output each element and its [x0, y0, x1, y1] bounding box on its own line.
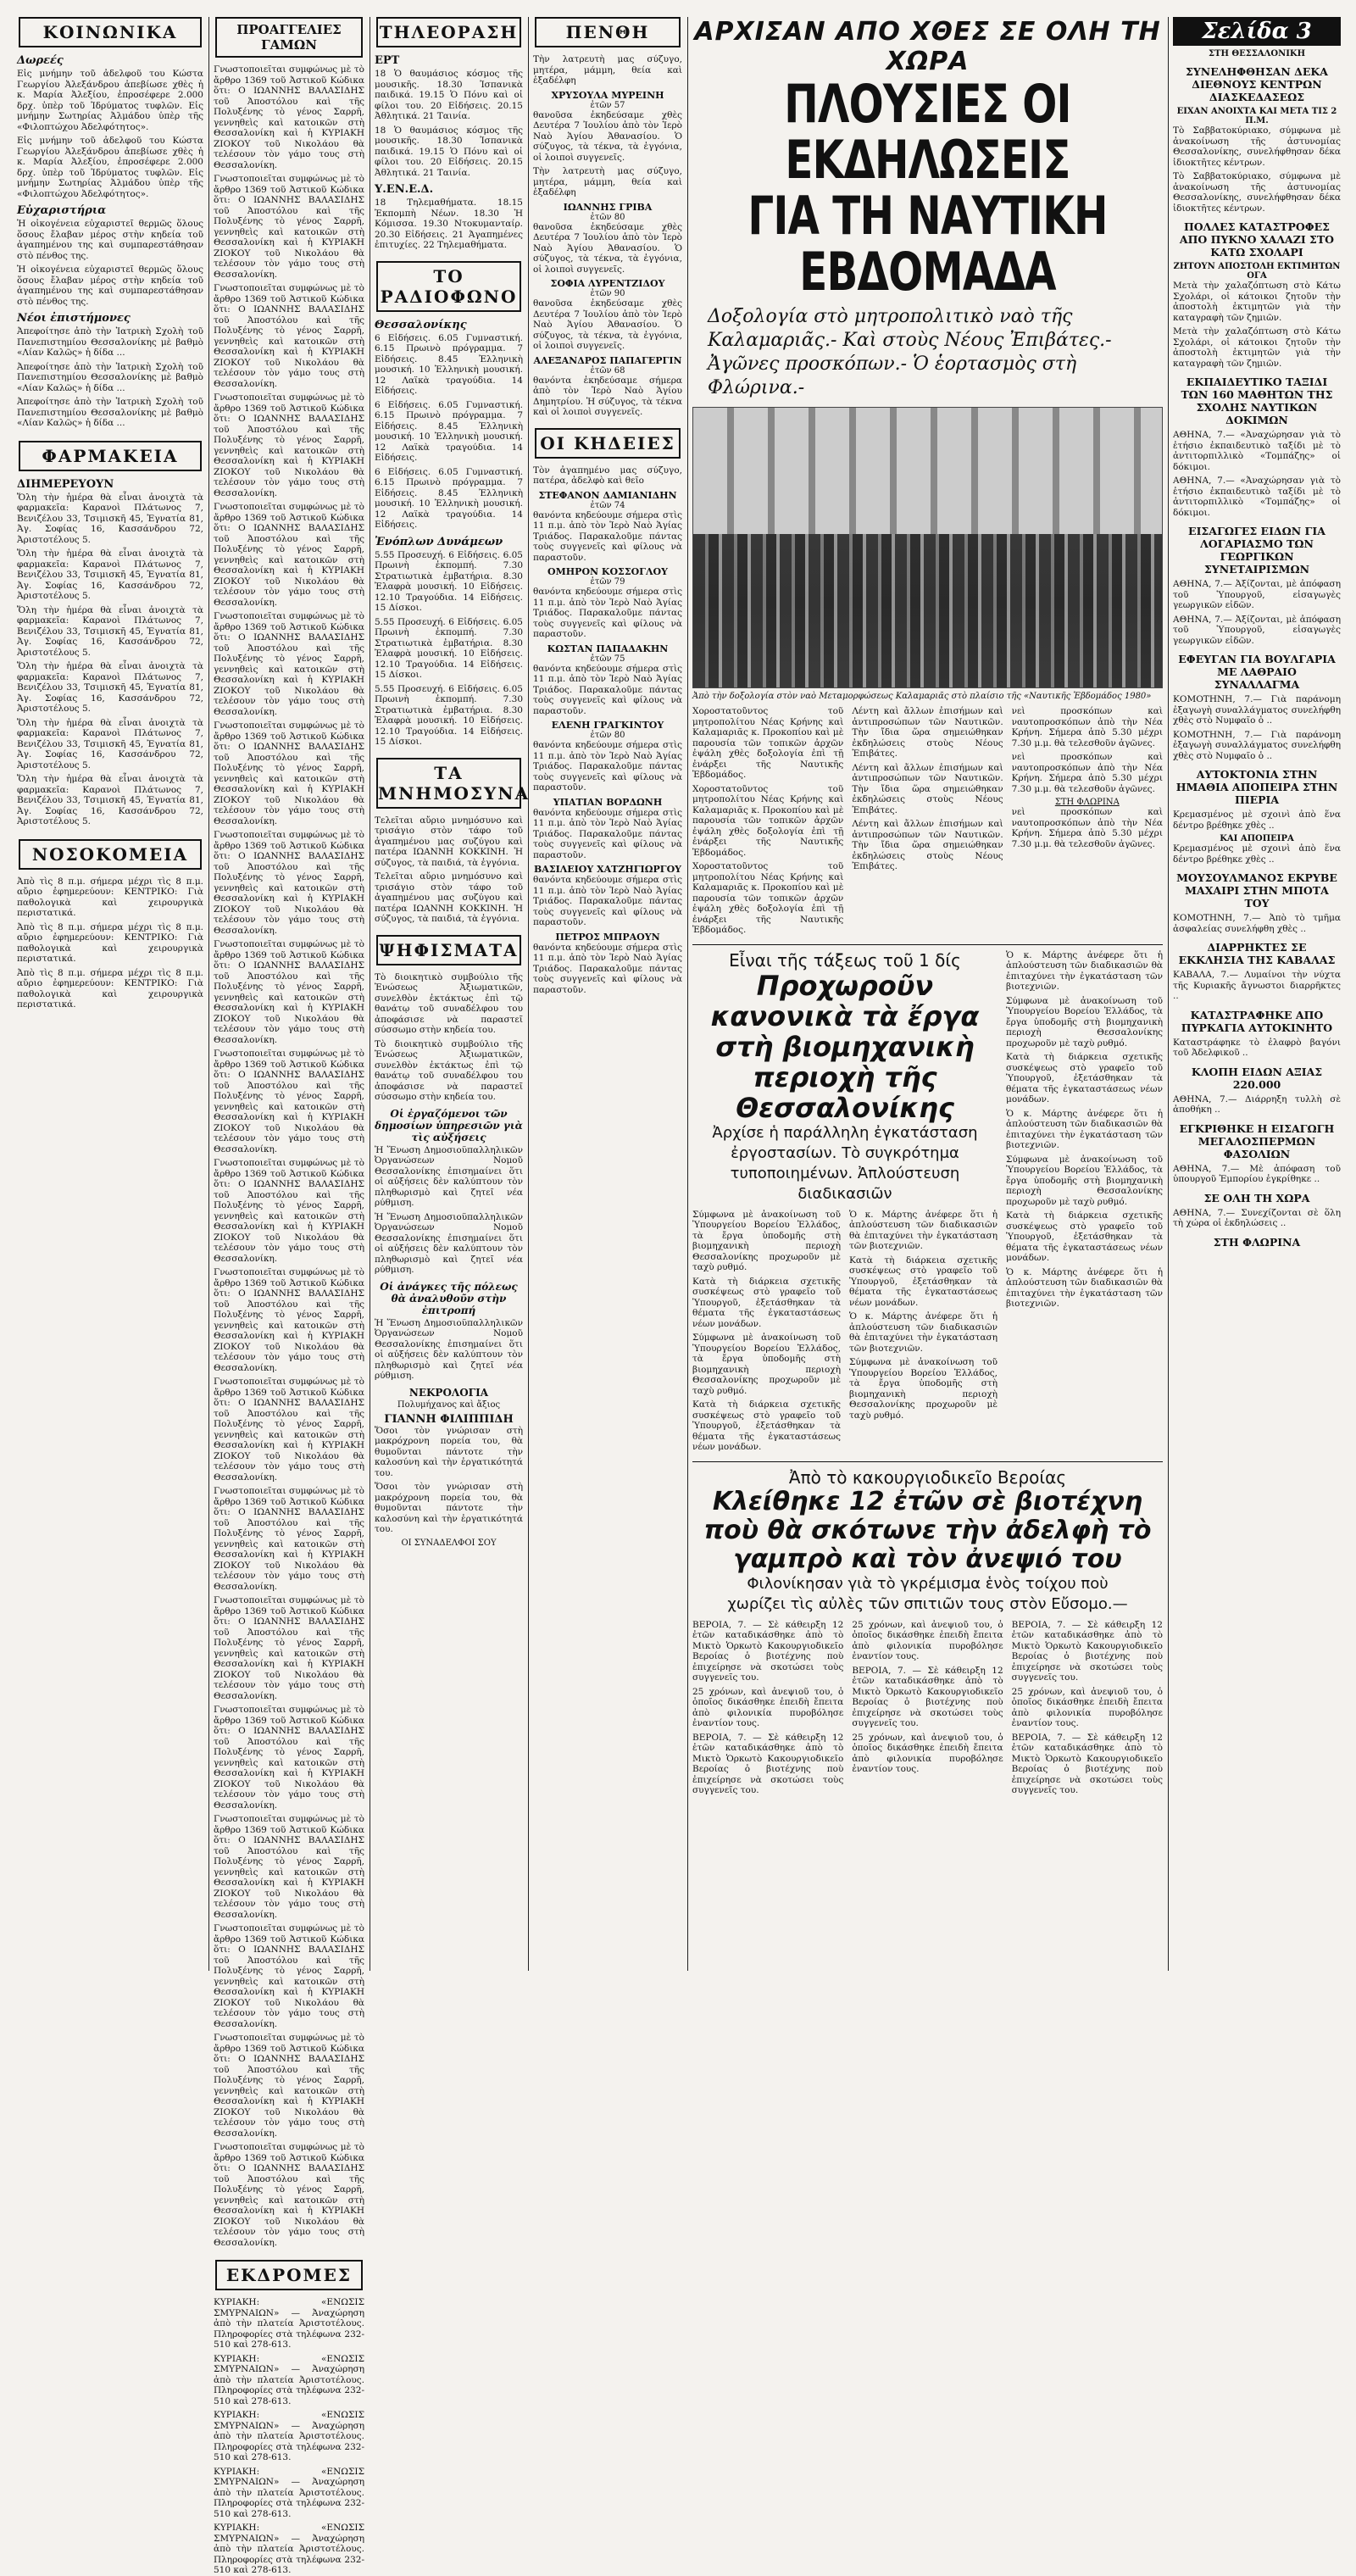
- industry-text: Κατὰ τὴ διάρκεια σχετικῆς συσκέψεως στὸ γραφεῖο τοῦ Ὑπουργοῦ, ἐξετάσθηκαν τὰ θέματα τῆς ἐγκαταστάσεως νέων μονάδων.: [849, 1255, 998, 1308]
- necrology-signature: ΟΙ ΣΥΝΑΔΕΛΦΟΙ ΣΟΥ: [401, 1538, 497, 1548]
- veria-text: ΒΕΡΟΙΑ, 7. — Σὲ κάθειρξη 12 ἐτῶν καταδικάσθηκε ἀπὸ τὸ Μικτὸ Ὁρκωτὸ Κακουργιοδικεῖο Βεροίας ὁ βιοτέχνης ποὺ ἐπιχείρησε νὰ σκοτώσει τοὺς συγγενεῖς του.: [692, 1619, 844, 1683]
- news-text: ΑΘΗΝΑ, 7.— «Ἀναχώρησαν γιὰ τὸ ἐτήσιο ἐκπαιδευτικὸ ταξίδι μὲ τὸ ἀντιτορπιλλικὸ «Τομπάζης» οἱ δόκιμοι.: [1173, 476, 1341, 518]
- news-text: ΑΘΗΝΑ, 7.— «Ἀναχώρησαν γιὰ τὸ ἐτήσιο ἐκπαιδευτικὸ ταξίδι μὲ τὸ ἀντιτορπιλλικὸ «Τομπάζης» οἱ δόκιμοι.: [1173, 430, 1341, 472]
- column-right-news: [1173, 17, 1341, 1971]
- lead-body-columns: [692, 706, 1163, 939]
- deceased-name: ΠΕΤΡΟΣ ΜΠΡΑΟΥΝ: [555, 931, 660, 943]
- text-weddings-13: Γνωστοποιεῖται συμφώνως μὲ τὸ ἄρθρο 1369 τοῦ Ἀστικοῦ Κώδικα ὅτι: Ο ΙΩΑΝΝΗΣ ΒΑΛΑΣΙΔΗΣ τοῦ Ἀποστόλου καὶ τῆς Πολυξένης τὸ γένος Σαρρῆ, γεννηθεὶς καὶ κατοικῶν στὴ Θεσσαλονίκη καὶ ἡ ΚΥΡΙΑΚΗ ΖΙΟΚΟΥ τοῦ Νικολάου θὰ τελέσουν τὸν γάμο τους στὴ Θεσσαλονίκη.: [214, 1377, 364, 1483]
- column-social: [17, 17, 203, 1971]
- text-weddings-8: Γνωστοποιεῖται συμφώνως μὲ τὸ ἄρθρο 1369 τοῦ Ἀστικοῦ Κώδικα ὅτι: Ο ΙΩΑΝΝΗΣ ΒΑΛΑΣΙΔΗΣ τοῦ Ἀποστόλου καὶ τῆς Πολυξένης τὸ γένος Σαρρῆ, γεννηθεὶς καὶ κατοικῶν στὴ Θεσσαλονίκη καὶ ἡ ΚΥΡΙΑΚΗ ΖΙΟΚΟΥ τοῦ Νικολάου θὰ τελέσουν τὸν γάμο τους στὴ Θεσσαλονίκη.: [214, 830, 364, 936]
- deceased-age: ἐτῶν 68: [590, 365, 625, 376]
- veria-story: [692, 1467, 1163, 1800]
- text-mourning: θανόντα ἐκηδεύσαμε σήμερα ἀπὸ τὸν Ἱερὸ Ναὸ Ἁγίου Δημητρίου. Ἡ σύζυγος, τὰ τέκνα καὶ οἱ λοιποὶ συγγενεῖς.: [533, 375, 682, 417]
- lead-text: Λέντη καὶ ἄλλων ἐπισήμων καὶ ἀντιπροσώπων τῶν Ναυτικῶν. Τὴν ἴδια ὥρα σημειώθηκαν ἐκδηλώσεις στοὺς Νέους Ἐπιβάτες.: [852, 819, 1003, 871]
- text-pharmacies-2: Ὅλη τὴν ἡμέρα θὰ εἶναι ἀνοιχτὰ τὰ φαρμακεῖα: Καρανοὶ Πλάτωνος 7, Βενιζέλου 33, Τσιμισκῆ 45, Ἐγνατία 81, Ἀγ. Σοφίας 16, Κασσάνδρου 72, Ἀριστοτέλους 5.: [17, 548, 203, 601]
- veria-body-col2: [852, 1620, 1003, 1800]
- veria-text: ΒΕΡΟΙΑ, 7. — Σὲ κάθειρξη 12 ἐτῶν καταδικάσθηκε ἀπὸ τὸ Μικτὸ Ὁρκωτὸ Κακουργιοδικεῖο Βεροίας ὁ βιοτέχνης ποὺ ἐπιχείρησε νὰ σκοτώσει τοὺς συγγενεῖς του.: [1011, 1732, 1163, 1795]
- veria-body-col3: [1012, 1620, 1163, 1800]
- text-weddings-2: Γνωστοποιεῖται συμφώνως μὲ τὸ ἄρθρο 1369 τοῦ Ἀστικοῦ Κώδικα ὅτι: Ο ΙΩΑΝΝΗΣ ΒΑΛΑΣΙΔΗΣ τοῦ Ἀποστόλου καὶ τῆς Πολυξένης τὸ γένος Σαρρῆ, γεννηθεὶς καὶ κατοικῶν στὴ Θεσσαλονίκη καὶ ἡ ΚΥΡΙΑΚΗ ΖΙΟΚΟΥ τοῦ Νικολάου θὰ τελέσουν τὸν γάμο τους στὴ Θεσσαλονίκη.: [214, 174, 364, 280]
- text-thanks: Ἡ οἰκογένεια εὐχαριστεῖ θερμῶς ὅλους ὅσους ἔλαβαν μέρος στὴν κηδεία τοῦ ἀγαπημένου της καὶ συμπαρεστάθησαν στὸ πένθος της.: [17, 219, 203, 261]
- section-title-tileorasi: ΤΗΛΕΟΡΑΣΗ: [376, 17, 521, 47]
- text-hospitals-2: Ἀπὸ τὶς 8 π.μ. σήμερα μέχρι τὶς 8 π.μ. αὔριο ἐφημερεύουν: ΚΕΝΤΡΙΚΟ: Γιὰ παθολογικὰ καὶ χειρουργικὰ περιστατικά.: [17, 921, 203, 964]
- text-memorials-2: Τελεῖται αὔριο μνημόσυνο καὶ τρισάγιο στὸν τάφο τοῦ ἀγαπημένου μας συζύγου καὶ πατέρα ΙΩΑΝΝΗ ΚΟΚΚΙΝΗ. Ἡ σύζυγος, τὰ παιδιά, τὰ ἐγγόνια.: [375, 871, 523, 924]
- veria-text: 25 χρόνων, καὶ ἀνεψιοῦ του, ὁ ὁποῖος δικάσθηκε ἐπειδὴ ἔπειτα ἀπὸ φιλονικία πυροβόλησε ἐναντίον τους.: [692, 1686, 844, 1728]
- news-text: Κρεμασμένος μὲ σχοινὶ ἀπὸ ἕνα δέντρο βρέθηκε χθὲς ..: [1173, 810, 1341, 831]
- industry-story: [692, 950, 1163, 1456]
- lead-text: Λέντη καὶ ἄλλων ἐπισήμων καὶ ἀντιπροσώπων τῶν Ναυτικῶν. Τὴν ἴδια ὥρα σημειώθηκαν ἐκδηλώσεις στοὺς Νέους Ἐπιβάτες.: [852, 706, 1003, 759]
- lead-text: Χοροστατοῦντος τοῦ μητροπολίτου Νέας Κρήνης καὶ Καλαμαριᾶς κ. Προκοπίου καὶ μὲ παρουσία τῶν τοπικῶν ἀρχῶν ἐψάλη χθὲς δοξολογία ἐπὶ τῇ ἐνάρξει τῆς Ναυτικῆς Ἑβδομάδος.: [692, 861, 844, 935]
- industry-text: Κατὰ τὴ διάρκεια σχετικῆς συσκέψεως στὸ γραφεῖο τοῦ Ὑπουργοῦ, ἐξετάσθηκαν τὰ θέματα τῆς ἐγκαταστάσεως νέων μονάδων.: [692, 1276, 841, 1329]
- subheading-public-workers: Οἱ ἐργαζόμενοι τῶν δημοσίων ὑπηρεσιῶν γιὰ τὶς αὐξήσεις: [375, 1107, 523, 1143]
- text-weddings-9: Γνωστοποιεῖται συμφώνως μὲ τὸ ἄρθρο 1369 τοῦ Ἀστικοῦ Κώδικα ὅτι: Ο ΙΩΑΝΝΗΣ ΒΑΛΑΣΙΔΗΣ τοῦ Ἀποστόλου καὶ τῆς Πολυξένης τὸ γένος Σαρρῆ, γεννηθεὶς καὶ κατοικῶν στὴ Θεσσαλονίκη καὶ ἡ ΚΥΡΙΑΚΗ ΖΙΟΚΟΥ τοῦ Νικολάου θὰ τελέσουν τὸν γάμο τους στὴ Θεσσαλονίκη.: [214, 939, 364, 1045]
- news-text: ΑΘΗΝΑ, 7.— Ἀξίζονται, μὲ ἀπόφαση τοῦ Ὑπουργοῦ, εἰσαγωγὲς γεωργικῶν εἰδῶν.: [1173, 579, 1341, 610]
- necrology-subtitle: Πολυμήχανος καὶ ἄξιος: [397, 1399, 501, 1410]
- industry-text: Ὁ κ. Μάρτης ἀνέφερε ὅτι ἡ ἀπλούστευση τῶν διαδικασιῶν θὰ ἐπιταχύνει τὴν ἐγκατάσταση τῶν βιοτεχνιῶν.: [1006, 1108, 1163, 1150]
- veria-text: ΒΕΡΟΙΑ, 7. — Σὲ κάθειρξη 12 ἐτῶν καταδικάσθηκε ἀπὸ τὸ Μικτὸ Ὁρκωτὸ Κακουργιοδικεῖο Βεροίας ὁ βιοτέχνης ποὺ ἐπιχείρησε νὰ σκοτώσει τοὺς συγγενεῖς του.: [1011, 1619, 1163, 1683]
- text-weddings-20: Γνωστοποιεῖται συμφώνως μὲ τὸ ἄρθρο 1369 τοῦ Ἀστικοῦ Κώδικα ὅτι: Ο ΙΩΑΝΝΗΣ ΒΑΛΑΣΙΔΗΣ τοῦ Ἀποστόλου καὶ τῆς Πολυξένης τὸ γένος Σαρρῆ, γεννηθεὶς καὶ κατοικῶν στὴ Θεσσαλονίκη καὶ ἡ ΚΥΡΙΑΚΗ ΖΙΟΚΟΥ τοῦ Νικολάου θὰ τελέσουν τὸν γάμο τους στὴ Θεσσαλονίκη.: [214, 2142, 364, 2248]
- industry-text: Σύμφωνα μὲ ἀνακοίνωση τοῦ Ὑπουργείου Βορείου Ἑλλάδος, τὰ ἔργα ὑποδομῆς στὴ βιομηχανικὴ περιοχὴ Θεσσαλονίκης προχωροῦν μὲ ταχὺ ρυθμό.: [692, 1209, 841, 1272]
- subheading-necrology: ΝΕΚΡΟΛΟΓΙΑ: [408, 1386, 489, 1399]
- news-headline: ΣΥΝΕΛΗΦΘΗΣΑΝ ΔΕΚΑ ΔΙΕΘΝΟΥΣ ΚΕΝΤΡΩΝ ΔΙΑΣΚΕΔΑΣΕΩΣ: [1186, 65, 1328, 103]
- text-ert-schedule-2: 18 Ὁ θαυμάσιος κόσμος τῆς μουσικῆς. 18.30 Ἰσπανικὰ παιδικά. 19.15 Ὁ Πόνυ καὶ οἱ φίλοι του. 20 Εἰδήσεις. 20.15 Ἀθλητικά. 21 Ταινία.: [375, 125, 523, 178]
- news-text: Καταστράφηκε τὸ ἐλαφρὸ βαγόνι τοῦ Ἀδελφικοῦ ..: [1173, 1037, 1341, 1058]
- text-pharmacies-6: Ὅλη τὴν ἡμέρα θὰ εἶναι ἀνοιχτὰ τὰ φαρμακεῖα: Καρανοὶ Πλάτωνος 7, Βενιζέλου 33, Τσιμισκῆ 45, Ἐγνατία 81, Ἀγ. Σοφίας 16, Κασσάνδρου 72, Ἀριστοτέλους 5.: [17, 774, 203, 826]
- lead-photo-caption: Ἀπὸ τὴν δοξολογία στὸν ναὸ Μεταμορφώσεως Καλαμαριᾶς στὸ πλαίσιο τῆς «Ναυτικῆς Ἑβδομάδος 1980»: [692, 692, 1152, 701]
- text-weddings-1: Γνωστοποιεῖται συμφώνως μὲ τὸ ἄρθρο 1369 τοῦ Ἀστικοῦ Κώδικα ὅτι: Ο ΙΩΑΝΝΗΣ ΒΑΛΑΣΙΔΗΣ τοῦ Ἀποστόλου καὶ τῆς Πολυξένης τὸ γένος Σαρρῆ, γεννηθεὶς καὶ κατοικῶν στὴ Θεσσαλονίκη καὶ ἡ ΚΥΡΙΑΚΗ ΖΙΟΚΟΥ τοῦ Νικολάου θὰ τελέσουν τὸν γάμο τους στὴ Θεσσαλονίκη.: [214, 64, 364, 170]
- industry-text: Σύμφωνα μὲ ἀνακοίνωση τοῦ Ὑπουργείου Βορείου Ἑλλάδος, τὰ ἔργα ὑποδομῆς στὴ βιομηχανικὴ περιοχὴ Θεσσαλονίκης προχωροῦν μὲ ταχὺ ρυθμό.: [692, 1333, 841, 1396]
- lead-body-col2: [852, 706, 1003, 939]
- industry-side: [1006, 950, 1163, 1456]
- news-text: Κρεμασμένος μὲ σχοινὶ ἀπὸ ἕνα δέντρο βρέθηκε χθὲς ..: [1173, 843, 1341, 865]
- news-subheadline: ΖΗΤΟΥΝ ΑΠΟΣΤΟΛΗ ΕΚΤΙΜΗΤΩΝ ΟΓΑ: [1173, 262, 1341, 281]
- news-headline: ΕΚΠΑΙΔΕΥΤΙΚΟ ΤΑΞΙΔΙ ΤΩΝ 160 ΜΑΘΗΤΩΝ ΤΗΣ ΣΧΟΛΗΣ ΝΑΥΤΙΚΩΝ ΔΟΚΙΜΩΝ: [1181, 376, 1333, 426]
- lead-body-col1: [692, 706, 843, 939]
- subheading-pharmacies-day: ΔΙΗΜΕΡΕΥΟΥΝ: [17, 477, 114, 491]
- text-weddings-15: Γνωστοποιεῖται συμφώνως μὲ τὸ ἄρθρο 1369 τοῦ Ἀστικοῦ Κώδικα ὅτι: Ο ΙΩΑΝΝΗΣ ΒΑΛΑΣΙΔΗΣ τοῦ Ἀποστόλου καὶ τῆς Πολυξένης τὸ γένος Σαρρῆ, γεννηθεὶς καὶ κατοικῶν στὴ Θεσσαλονίκη καὶ ἡ ΚΥΡΙΑΚΗ ΖΙΟΚΟΥ τοῦ Νικολάου θὰ τελέσουν τὸν γάμο τους στὴ Θεσσαλονίκη.: [214, 1595, 364, 1701]
- text-funeral: θανόντα κηδεύουμε σήμερα στὶς 11 π.μ. ἀπὸ τὸν Ἱερὸ Ναὸ Ἁγίας Τριάδος. Παρακαλοῦμε πάντας τοὺς συγγενεῖς καὶ φίλους νὰ παραστοῦν.: [533, 663, 682, 716]
- veria-deck: Φιλονίκησαν γιὰ τὸ γκρέμισμα ἑνὸς τοίχου ποὺ χωρίζει τὶς αὐλὲς τῶν σπιτιῶν τους στὸν Εὔσομο.—: [727, 1574, 1128, 1613]
- veria-body-col1: [692, 1620, 843, 1800]
- section-title-ekdromes: ΕΚΔΡΟΜΕΣ: [215, 2260, 363, 2290]
- text-weddings-5: Γνωστοποιεῖται συμφώνως μὲ τὸ ἄρθρο 1369 τοῦ Ἀστικοῦ Κώδικα ὅτι: Ο ΙΩΑΝΝΗΣ ΒΑΛΑΣΙΔΗΣ τοῦ Ἀποστόλου καὶ τῆς Πολυξένης τὸ γένος Σαρρῆ, γεννηθεὶς καὶ κατοικῶν στὴ Θεσσαλονίκη καὶ ἡ ΚΥΡΙΑΚΗ ΖΙΟΚΟΥ τοῦ Νικολάου θὰ τελέσουν τὸν γάμο τους στὴ Θεσσαλονίκη.: [214, 502, 364, 608]
- deceased-name: ΧΡΥΣΟΥΛΑ ΜΥΡΕΙΝΗ: [551, 89, 664, 101]
- text-weddings-19: Γνωστοποιεῖται συμφώνως μὲ τὸ ἄρθρο 1369 τοῦ Ἀστικοῦ Κώδικα ὅτι: Ο ΙΩΑΝΝΗΣ ΒΑΛΑΣΙΔΗΣ τοῦ Ἀποστόλου καὶ τῆς Πολυξένης τὸ γένος Σαρρῆ, γεννηθεὶς καὶ κατοικῶν στὴ Θεσσαλονίκη καὶ ἡ ΚΥΡΙΑΚΗ ΖΙΟΚΟΥ τοῦ Νικολάου θὰ τελέσουν τὸν γάμο τους στὴ Θεσσαλονίκη.: [214, 2033, 364, 2139]
- industry-body-col1: [692, 1210, 841, 1456]
- lead-text: Χοροστατοῦντος τοῦ μητροπολίτου Νέας Κρήνης καὶ Καλαμαριᾶς κ. Προκοπίου καὶ μὲ παρουσία τῶν τοπικῶν ἀρχῶν ἐψάλη χθὲς δοξολογία ἐπὶ τῇ ἐνάρξει τῆς Ναυτικῆς Ἑβδομάδος.: [692, 783, 844, 858]
- text-mourning: θανοῦσα ἐκηδεύσαμε χθὲς Δευτέρα 7 Ἰουλίου ἀπὸ τὸν Ἱερὸ Ναὸ Ἁγίου Ἀθανασίου. Ὁ σύζυγος, τὰ τέκνα, τὰ ἐγγόνια, οἱ λοιποὶ συγγενεῖς.: [533, 109, 682, 163]
- deceased-name: ΣΟΦΙΑ ΛΥΡΕΝΤΖΙΔΟΥ: [550, 278, 665, 289]
- industry-text: Ὁ κ. Μάρτης ἀνέφερε ὅτι ἡ ἀπλούστευση τῶν διαδικασιῶν θὰ ἐπιταχύνει τὴν ἐγκατάσταση τῶν βιοτεχνιῶν.: [849, 1209, 998, 1251]
- veria-body: [692, 1620, 1163, 1800]
- text-pharmacies-5: Ὅλη τὴν ἡμέρα θὰ εἶναι ἀνοιχτὰ τὰ φαρμακεῖα: Καρανοὶ Πλάτωνος 7, Βενιζέλου 33, Τσιμισκῆ 45, Ἐγνατία 81, Ἀγ. Σοφίας 16, Κασσάνδρου 72, Ἀριστοτέλους 5.: [17, 717, 203, 771]
- industry-body-col2: [849, 1210, 998, 1456]
- news-text: ΚΟΜΟΤΗΝΗ, 7.— Γιὰ παράνομη ἐξαγωγὴ συναλλάγματος συνελήφθη χθὲς στὸ Νυμφαῖο ὁ ..: [1173, 694, 1341, 726]
- text-radio-armed-forces-2: 5.55 Προσευχή. 6 Εἰδήσεις. 6.05 Πρωινὴ ἐκπομπή. 7.30 Στρατιωτικὰ ἐμβατήρια. 8.30 Ἐλαφρὰ μουσική. 10 Εἰδήσεις. 12.10 Τραγούδια. 14 Εἰδήσεις. 15 Δίσκοι.: [375, 616, 523, 680]
- deceased-age: ἐτῶν 90: [590, 289, 625, 298]
- text-weddings-18: Γνωστοποιεῖται συμφώνως μὲ τὸ ἄρθρο 1369 τοῦ Ἀστικοῦ Κώδικα ὅτι: Ο ΙΩΑΝΝΗΣ ΒΑΛΑΣΙΔΗΣ τοῦ Ἀποστόλου καὶ τῆς Πολυξένης τὸ γένος Σαρρῆ, γεννηθεὶς καὶ κατοικῶν στὴ Θεσσαλονίκη καὶ ἡ ΚΥΡΙΑΚΗ ΖΙΟΚΟΥ τοῦ Νικολάου θὰ τελέσουν τὸν γάμο τους στὴ Θεσσαλονίκη.: [214, 1923, 364, 2029]
- veria-text: ΒΕΡΟΙΑ, 7. — Σὲ κάθειρξη 12 ἐτῶν καταδικάσθηκε ἀπὸ τὸ Μικτὸ Ὁρκωτὸ Κακουργιοδικεῖο Βεροίας ὁ βιοτέχνης ποὺ ἐπιχείρησε νὰ σκοτώσει τοὺς συγγενεῖς του.: [852, 1665, 1003, 1728]
- veria-text: ΒΕΡΟΙΑ, 7. — Σὲ κάθειρξη 12 ἐτῶν καταδικάσθηκε ἀπὸ τὸ Μικτὸ Ὁρκωτὸ Κακουργιοδικεῖο Βεροίας ὁ βιοτέχνης ποὺ ἐπιχείρησε νὰ σκοτώσει τοὺς συγγενεῖς του.: [692, 1732, 844, 1795]
- news-text: Τὸ Σαββατοκύριακο, σύμφωνα μὲ ἀνακοίνωση τῆς ἀστυνομίας Θεσσαλονίκης, συνελήφθησαν δέκα ἰδιοκτῆτες κέντρων.: [1173, 171, 1341, 214]
- text-weddings-14: Γνωστοποιεῖται συμφώνως μὲ τὸ ἄρθρο 1369 τοῦ Ἀστικοῦ Κώδικα ὅτι: Ο ΙΩΑΝΝΗΣ ΒΑΛΑΣΙΔΗΣ τοῦ Ἀποστόλου καὶ τῆς Πολυξένης τὸ γένος Σαρρῆ, γεννηθεὶς καὶ κατοικῶν στὴ Θεσσαλονίκη καὶ ἡ ΚΥΡΙΑΚΗ ΖΙΟΚΟΥ τοῦ Νικολάου θὰ τελέσουν τὸν γάμο τους στὴ Θεσσαλονίκη.: [214, 1486, 364, 1592]
- lead-body-col3: [1012, 706, 1163, 939]
- text-funeral: θανόντα κηδεύουμε σήμερα στὶς 11 π.μ. ἀπὸ τὸν Ἱερὸ Ναὸ Ἁγίας Τριάδος. Παρακαλοῦμε πάντας τοὺς συγγενεῖς καὶ φίλους νὰ παραστοῦν.: [533, 587, 682, 639]
- text-excursions-5: ΚΥΡΙΑΚΗ: «ΕΝΩΣΙΣ ΣΜΥΡΝΑΙΩΝ» — Ἀναχώρηση ἀπὸ τὴν πλατεία Ἀριστοτέλους. Πληροφορίες στὰ τηλέφωνα 232-510 καὶ 278-613.: [214, 2523, 364, 2575]
- deceased-name: ΣΤΕΦΑΝΟΝ ΔΑΜΙΑΝΙΔΗΝ: [538, 489, 677, 501]
- text-weddings-12: Γνωστοποιεῖται συμφώνως μὲ τὸ ἄρθρο 1369 τοῦ Ἀστικοῦ Κώδικα ὅτι: Ο ΙΩΑΝΝΗΣ ΒΑΛΑΣΙΔΗΣ τοῦ Ἀποστόλου καὶ τῆς Πολυξένης τὸ γένος Σαρρῆ, γεννηθεὶς καὶ κατοικῶν στὴ Θεσσαλονίκη καὶ ἡ ΚΥΡΙΑΚΗ ΖΙΟΚΟΥ τοῦ Νικολάου θὰ τελέσουν τὸν γάμο τους στὴ Θεσσαλονίκη.: [214, 1267, 364, 1373]
- lead-deck: Δοξολογία στὸ μητροπολιτικὸ ναὸ τῆς Καλαμαριᾶς.- Καὶ στοὺς Νέους Ἐπιβάτες.- Ἀγῶνες προσκόπων.- Ὁ ἑορτασμὸς στὴ Φλώρινα.-: [708, 306, 1112, 398]
- lead-text: νεὶ προσκόπων καὶ ναυτοπροσκόπων ἀπὸ τὴν Νέα Κρήνη. Σήμερα ἀπὸ 5.30 μέχρι 7.30 μ.μ. θὰ τελεσθοῦν ἀγῶνες.: [1011, 706, 1163, 748]
- news-headline: ΣΤΗ ΦΛΩΡΙΝΑ: [1213, 1235, 1301, 1249]
- text-pharmacies-3: Ὅλη τὴν ἡμέρα θὰ εἶναι ἀνοιχτὰ τὰ φαρμακεῖα: Καρανοὶ Πλάτωνος 7, Βενιζέλου 33, Τσιμισκῆ 45, Ἐγνατία 81, Ἀγ. Σοφίας 16, Κασσάνδρου 72, Ἀριστοτέλους 5.: [17, 604, 203, 658]
- lead-headline-line1: ΠΛΟΥΣΙΕΣ ΟΙ ΕΚΔΗΛΩΣΕΙΣ: [784, 73, 1071, 191]
- deceased-name: ΥΠΑΤΙΑΝ ΒΟΡΔΩΝΗ: [553, 796, 663, 808]
- text-funeral: θανόντα κηδεύουμε σήμερα στὶς 11 π.μ. ἀπὸ τὸν Ἱερὸ Ναὸ Ἁγίας Τριάδος. Παρακαλοῦμε πάντας τοὺς συγγενεῖς καὶ φίλους νὰ παραστοῦν.: [533, 509, 682, 563]
- section-title-weddings: ΠΡΟΑΓΓΕΛΙΕΣ ΓΑΜΩΝ: [215, 17, 363, 58]
- industry-text: Ὁ κ. Μάρτης ἀνέφερε ὅτι ἡ ἀπλούστευση τῶν διαδικασιῶν θὰ ἐπιταχύνει τὴν ἐγκατάσταση τῶν βιοτεχνιῶν.: [849, 1311, 998, 1354]
- text-graduates-2: Ἀπεφοίτησε ἀπὸ τὴν Ἰατρικὴ Σχολὴ τοῦ Πανεπιστημίου Θεσσαλονίκης μὲ βαθμὸ «Λίαν Καλῶς» ἡ δίδα ...: [17, 361, 203, 393]
- news-text: ΑΘΗΝΑ, 7.— Μὲ ἀπόφαση τοῦ ὑπουργοῦ Ἐμπορίου ἐγκρίθηκε ..: [1173, 1163, 1341, 1184]
- photo-crowd: [693, 534, 1162, 688]
- news-headline: ΠΟΛΛΕΣ ΚΑΤΑΣΤΡΟΦΕΣ ΑΠΟ ΠΥΚΝΟ ΧΑΛΑΖΙ ΣΤΟ ΚΑΤΩ ΣΧΟΛΑΡΙ: [1179, 220, 1335, 259]
- text-excursions-4: ΚΥΡΙΑΚΗ: «ΕΝΩΣΙΣ ΣΜΥΡΝΑΙΩΝ» — Ἀναχώρηση ἀπὸ τὴν πλατεία Ἀριστοτέλους. Πληροφορίες στὰ τηλέφωνα 232-510 καὶ 278-613.: [214, 2466, 364, 2519]
- text-radio-thessaloniki-3: 6 Εἰδήσεις. 6.05 Γυμναστική. 6.15 Πρωινὸ πρόγραμμα. 7 Εἰδήσεις. 8.45 Ἐλληνικὴ μουσική. 10 Ἐλληνικὴ μουσική. 12 Λαϊκὰ τραγούδια. 14 Εἰδήσεις.: [375, 466, 523, 530]
- text-weddings-10: Γνωστοποιεῖται συμφώνως μὲ τὸ ἄρθρο 1369 τοῦ Ἀστικοῦ Κώδικα ὅτι: Ο ΙΩΑΝΝΗΣ ΒΑΛΑΣΙΔΗΣ τοῦ Ἀποστόλου καὶ τῆς Πολυξένης τὸ γένος Σαρρῆ, γεννηθεὶς καὶ κατοικῶν στὴ Θεσσαλονίκη καὶ ἡ ΚΥΡΙΑΚΗ ΖΙΟΚΟΥ τοῦ Νικολάου θὰ τελέσουν τὸν γάμο τους στὴ Θεσσαλονίκη.: [214, 1049, 364, 1154]
- news-headline: ΚΑΤΑΣΤΡΑΦΗΚΕ ΑΠΟ ΠΥΡΚΑΓΙΑ ΑΥΤΟΚΙΝΗΤΟ: [1181, 1008, 1333, 1034]
- text-mourning: θανοῦσα ἐκηδεύσαμε χθὲς Δευτέρα 7 Ἰουλίου ἀπὸ τὸν Ἱερὸ Ναὸ Ἁγίου Ἀθανασίου. Ὁ σύζυγος, τὰ τέκνα, τὰ ἐγγόνια, οἱ λοιποὶ συγγενεῖς.: [533, 221, 682, 275]
- story-separator: [692, 1461, 1163, 1462]
- lead-headline-line2: ΓΙΑ ΤΗ ΝΑΥΤΙΚΗ ΕΒΔΟΜΑΔΑ: [747, 185, 1108, 303]
- news-headline: ΕΦΕΥΓΑΝ ΓΙΑ ΒΟΥΛΓΑΡΙΑ ΜΕ ΛΑΘΡΑΙΟ ΣΥΝΑΛΛΑΓΜΑ: [1178, 653, 1336, 691]
- text-weddings-16: Γνωστοποιεῖται συμφώνως μὲ τὸ ἄρθρο 1369 τοῦ Ἀστικοῦ Κώδικα ὅτι: Ο ΙΩΑΝΝΗΣ ΒΑΛΑΣΙΔΗΣ τοῦ Ἀποστόλου καὶ τῆς Πολυξένης τὸ γένος Σαρρῆ, γεννηθεὶς καὶ κατοικῶν στὴ Θεσσαλονίκη καὶ ἡ ΚΥΡΙΑΚΗ ΖΙΟΚΟΥ τοῦ Νικολάου θὰ τελέσουν τὸν γάμο τους στὴ Θεσσαλονίκη.: [214, 1705, 364, 1811]
- text-weddings-7: Γνωστοποιεῖται συμφώνως μὲ τὸ ἄρθρο 1369 τοῦ Ἀστικοῦ Κώδικα ὅτι: Ο ΙΩΑΝΝΗΣ ΒΑΛΑΣΙΔΗΣ τοῦ Ἀποστόλου καὶ τῆς Πολυξένης τὸ γένος Σαρρῆ, γεννηθεὶς καὶ κατοικῶν στὴ Θεσσαλονίκη καὶ ἡ ΚΥΡΙΑΚΗ ΖΙΟΚΟΥ τοῦ Νικολάου θὰ τελέσουν τὸν γάμο τους στὴ Θεσσαλονίκη.: [214, 721, 364, 826]
- text-thanks-2: Ἡ οἰκογένεια εὐχαριστεῖ θερμῶς ὅλους ὅσους ἔλαβαν μέρος στὴν κηδεία τοῦ ἀγαπημένου της καὶ συμπαρεστάθησαν στὸ πένθος της.: [17, 264, 203, 307]
- news-subheadline: ΕΙΧΑΝ ΑΝΟΙΧΤΑ ΚΑΙ ΜΕΤΑ ΤΙΣ 2 Π.Μ.: [1176, 107, 1337, 125]
- column-obituaries: [533, 17, 682, 1971]
- text-radio-armed-forces: 5.55 Προσευχή. 6 Εἰδήσεις. 6.05 Πρωινὴ ἐκπομπή. 7.30 Στρατιωτικὰ ἐμβατήρια. 8.30 Ἐλαφρὰ μουσική. 10 Εἰδήσεις. 12.10 Τραγούδια. 14 Εἰδήσεις. 15 Δίσκοι.: [375, 549, 523, 613]
- lead-text: Χοροστατοῦντος τοῦ μητροπολίτου Νέας Κρήνης καὶ Καλαμαριᾶς κ. Προκοπίου καὶ μὲ παρουσία τῶν τοπικῶν ἀρχῶν ἐψάλη χθὲς δοξολογία ἐπὶ τῇ ἐνάρξει τῆς Ναυτικῆς Ἑβδομάδος.: [692, 706, 844, 780]
- column-tv: [375, 17, 531, 1971]
- lead-story: [692, 17, 1163, 1971]
- subheading-florina: ΣΤΗ ΦΛΩΡΙΝΑ: [1054, 798, 1120, 807]
- industry-text: Κατὰ τὴ διάρκεια σχετικῆς συσκέψεως στὸ γραφεῖο τοῦ Ὑπουργοῦ, ἐξετάσθηκαν τὰ θέματα τῆς ἐγκαταστάσεως νέων μονάδων.: [692, 1399, 841, 1452]
- text-mourning-intro-2: Τὴν λατρευτὴ μας σύζυγο, μητέρα, μάμμη, θεία καὶ ἐξαδέλφη: [533, 166, 682, 198]
- veria-kicker: Ἀπὸ τὸ κακουργιοδικεῖο Βεροίας: [788, 1466, 1067, 1488]
- news-text: ΑΘΗΝΑ, 7.— Ἀξίζονται, μὲ ἀπόφαση τοῦ Ὑπουργοῦ, εἰσαγωγὲς γεωργικῶν εἰδῶν.: [1173, 614, 1341, 646]
- column-divider: [208, 17, 209, 1971]
- news-headline: ΣΕ ΟΛΗ ΤΗ ΧΩΡΑ: [1203, 1191, 1310, 1205]
- section-title-kideies: ΟΙ ΚΗΔΕΙΕΣ: [535, 428, 681, 459]
- text-donations-2: Εἰς μνήμην τοῦ ἀδελφοῦ του Κώστα Γεωργίου Ἀλεξάνδρου ἀπεβίωσε χθὲς ἡ κ. Μαρία Ἀλεξίου, ἐπροσέφερε 2.000 δρχ. ὑπὲρ τοῦ Ἰδρύματος τυφλῶν. Εἰς μνήμην Σωτηρίας Ἀλμάδου ὑπὲρ τῆς «Φιλοπτώχου Ἀδελφότητος».: [17, 136, 203, 199]
- industry-kicker: Εἶναι τῆς τάξεως τοῦ 1 δίς: [729, 949, 961, 971]
- news-headline: ΕΓΚΡΙΘΗΚΕ Η ΕΙΣΑΓΩΓΗ ΜΕΓΑΛΟΣΠΕΡΜΩΝ ΦΑΣΟΛΙΩΝ: [1179, 1121, 1335, 1160]
- column-divider: [528, 17, 529, 1971]
- text-funeral: θανόντα κηδεύουμε σήμερα στὶς 11 π.μ. ἀπὸ τὸν Ἱερὸ Ναὸ Ἁγίας Τριάδος. Παρακαλοῦμε πάντας τοὺς συγγενεῖς καὶ φίλους νὰ παραστοῦν.: [533, 807, 682, 860]
- industry-text: Ὁ κ. Μάρτης ἀνέφερε ὅτι ἡ ἀπλούστευση τῶν διαδικασιῶν θὰ ἐπιταχύνει τὴν ἐγκατάσταση τῶν βιοτεχνιῶν.: [1006, 949, 1163, 992]
- veria-text: 25 χρόνων, καὶ ἀνεψιοῦ του, ὁ ὁποῖος δικάσθηκε ἐπειδὴ ἔπειτα ἀπὸ φιλονικία πυροβόλησε ἐναντίον τους.: [852, 1732, 1003, 1774]
- news-subheadline: ΚΑΙ ΑΠΟΠΕΙΡΑ: [1220, 834, 1294, 843]
- lead-kicker: ΑΡΧΙΣΑΝ ΑΠΟ ΧΘΕΣ ΣΕ ΟΛΗ ΤΗ ΧΩΡΑ: [694, 17, 1161, 76]
- news-headline: ΚΛΟΠΗ ΕΙΔΩΝ ΑΞΙΑΣ 220.000: [1191, 1065, 1323, 1091]
- deceased-name: ΙΩΑΝΝΗΣ ΓΡΙΒΑ: [563, 201, 653, 213]
- text-funeral: θανόντα κηδεύουμε σήμερα στὶς 11 π.μ. ἀπὸ τὸν Ἱερὸ Ναὸ Ἁγίας Τριάδος. Παρακαλοῦμε πάντας τοὺς συγγενεῖς καὶ φίλους νὰ παραστοῦν.: [533, 875, 682, 927]
- section-title-penthi: ΠΕΝΘΗ: [535, 17, 681, 47]
- subheading-city-needs: Οἱ ἀνάγκες τῆς πόλεως θὰ ἀναλυθοῦν στὴν ἐπιτροπή: [380, 1280, 518, 1316]
- region-label: ΣΤΗ ΘΕΣΣΑΛΟΝΙΚΗ: [1208, 49, 1306, 58]
- text-city-needs: Ἡ Ἕνωση Δημοσιοϋπαλληλικῶν Ὀργανώσεων Νομοῦ Θεσσαλονίκης ἐπισημαίνει ὅτι οἱ αὐξήσεις δὲν καλύπτουν τὸν πληθωρισμὸ καὶ ζητεῖ νέα ρύθμιση.: [375, 1317, 523, 1381]
- text-yened-schedule: 18 Τηλεμαθήματα. 18.15 Ἐκπομπὴ Νέων. 18.30 Ἡ Κόμισσα. 19.30 Ντοκυμανταίρ. 20.30 Εἰδήσεις. 21 Ἀγαπημένες ἐπιτυχίες. 22 Τηλεμαθήματα.: [375, 198, 523, 250]
- text-weddings-17: Γνωστοποιεῖται συμφώνως μὲ τὸ ἄρθρο 1369 τοῦ Ἀστικοῦ Κώδικα ὅτι: Ο ΙΩΑΝΝΗΣ ΒΑΛΑΣΙΔΗΣ τοῦ Ἀποστόλου καὶ τῆς Πολυξένης τὸ γένος Σαρρῆ, γεννηθεὶς καὶ κατοικῶν στὴ Θεσσαλονίκη καὶ ἡ ΚΥΡΙΑΚΗ ΖΙΟΚΟΥ τοῦ Νικολάου θὰ τελέσουν τὸν γάμο τους στὴ Θεσσαλονίκη.: [214, 1814, 364, 1920]
- industry-text: Ὁ κ. Μάρτης ἀνέφερε ὅτι ἡ ἀπλούστευση τῶν διαδικασιῶν θὰ ἐπιταχύνει τὴν ἐγκατάσταση τῶν βιοτεχνιῶν.: [1006, 1266, 1163, 1309]
- subheading-yened: Υ.ΕΝ.Ε.Δ.: [375, 183, 434, 196]
- text-resolutions-2: Τὸ διοικητικὸ συμβούλιο τῆς Ἑνώσεως Ἀξιωματικῶν, συνελθὸν ἐκτάκτως ἐπὶ τῷ θανάτῳ τοῦ συναδέλφου του ἀποφάσισε νὰ παραστεῖ σύσσωμο στὴν κηδεία του.: [375, 1038, 523, 1102]
- news-text: Μετὰ τὴν χαλαζόπτωση στὸ Κάτω Σχολάρι, οἱ κάτοικοι ζητοῦν τὴν ἀποστολὴ ἐκτιμητῶν γιὰ τὴν καταγραφὴ τῶν ζημιῶν.: [1173, 326, 1341, 369]
- text-funeral: θανόντα κηδεύουμε σήμερα στὶς 11 π.μ. ἀπὸ τὸν Ἱερὸ Ναὸ Ἁγίας Τριάδος. Παρακαλοῦμε πάντας τοὺς συγγενεῖς καὶ φίλους νὰ παραστοῦν.: [533, 740, 682, 793]
- subheading-ert: ΕΡΤ: [375, 54, 400, 67]
- news-headline: ΑΥΤΟΚΤΟΝΙΑ ΣΤΗΝ ΗΜΑΘΙΑ ΑΠΟΠΕΙΡΑ ΣΤΗΝ ΠΙΕΡΙΑ: [1175, 768, 1338, 806]
- section-title-radio: ΤΟ ΡΑΔΙΟΦΩΝΟ: [376, 261, 521, 312]
- section-title-nosokomeia: ΝΟΣΟΚΟΜΕΙΑ: [19, 839, 202, 870]
- veria-text: 25 χρόνων, καὶ ἀνεψιοῦ του, ὁ ὁποῖος δικάσθηκε ἐπειδὴ ἔπειτα ἀπὸ φιλονικία πυροβόλησε ἐναντίον τους.: [1011, 1686, 1163, 1728]
- industry-deck: Ἀρχίσε ἡ παράλληλη ἐγκατάσταση ἐργοστασίων. Τὸ συγκρότημα τυποποιημένων. Ἀπλούστευση διαδικασιῶν: [712, 1123, 978, 1203]
- text-mourning: θανοῦσα ἐκηδεύσαμε χθὲς Δευτέρα 7 Ἰουλίου ἀπὸ τὸν Ἱερὸ Ναὸ Ἁγίου Ἀθανασίου. Ὁ σύζυγος, τὰ τέκνα, τὰ ἐγγόνια, οἱ λοιποὶ συγγενεῖς.: [533, 298, 682, 351]
- news-headline: ΔΙΑΡΡΗΚΤΕΣ ΣΕ ΕΚΚΛΗΣΙΑ ΤΗΣ ΚΑΒΑΛΑΣ: [1178, 941, 1336, 966]
- text-weddings-3: Γνωστοποιεῖται συμφώνως μὲ τὸ ἄρθρο 1369 τοῦ Ἀστικοῦ Κώδικα ὅτι: Ο ΙΩΑΝΝΗΣ ΒΑΛΑΣΙΔΗΣ τοῦ Ἀποστόλου καὶ τῆς Πολυξένης τὸ γένος Σαρρῆ, γεννηθεὶς καὶ κατοικῶν στὴ Θεσσαλονίκη καὶ ἡ ΚΥΡΙΑΚΗ ΖΙΟΚΟΥ τοῦ Νικολάου θὰ τελέσουν τὸν γάμο τους στὴ Θεσσαλονίκη.: [214, 283, 364, 389]
- veria-text: 25 χρόνων, καὶ ἀνεψιοῦ του, ὁ ὁποῖος δικάσθηκε ἐπειδὴ ἔπειτα ἀπὸ φιλονικία πυροβόλησε ἐναντίον τους.: [852, 1619, 1003, 1661]
- text-excursions-1: ΚΥΡΙΑΚΗ: «ΕΝΩΣΙΣ ΣΜΥΡΝΑΙΩΝ» — Ἀναχώρηση ἀπὸ τὴν πλατεία Ἀριστοτέλους. Πληροφορίες στὰ τηλέφωνα 232-510 καὶ 278-613.: [214, 2297, 364, 2350]
- column-divider: [687, 17, 688, 1971]
- text-graduates: Ἀπεφοίτησε ἀπὸ τὴν Ἰατρικὴ Σχολὴ τοῦ Πανεπιστημίου Θεσσαλονίκης μὲ βαθμὸ «Λίαν Καλῶς» ἡ δίδα ...: [17, 326, 203, 358]
- text-weddings-4: Γνωστοποιεῖται συμφώνως μὲ τὸ ἄρθρο 1369 τοῦ Ἀστικοῦ Κώδικα ὅτι: Ο ΙΩΑΝΝΗΣ ΒΑΛΑΣΙΔΗΣ τοῦ Ἀποστόλου καὶ τῆς Πολυξένης τὸ γένος Σαρρῆ, γεννηθεὶς καὶ κατοικῶν στὴ Θεσσαλονίκη καὶ ἡ ΚΥΡΙΑΚΗ ΖΙΟΚΟΥ τοῦ Νικολάου θὰ τελέσουν τὸν γάμο τους στὴ Θεσσαλονίκη.: [214, 392, 364, 498]
- deceased-name: ΑΛΕΞΑΝΔΡΟΣ ΠΑΠΑΓΕΡΓΙΝ: [533, 354, 682, 366]
- news-headline: ΜΟΥΣΟΥΛΜΑΝΟΣ ΕΚΡΥΒΕ ΜΑΧΑΙΡΙ ΣΤΗΝ ΜΠΟΤΑ ΤΟΥ: [1176, 871, 1337, 910]
- subheading-thanks: Εὐχαριστήρια: [17, 204, 107, 217]
- industry-body: [692, 1210, 998, 1456]
- text-hospitals: Ἀπὸ τὶς 8 π.μ. σήμερα μέχρι τὶς 8 π.μ. αὔριο ἐφημερεύουν: ΚΕΝΤΡΙΚΟ: Γιὰ παθολογικὰ καὶ χειρουργικὰ περιστατικά.: [17, 876, 203, 918]
- lead-text: νεὶ προσκόπων καὶ ναυτοπροσκόπων ἀπὸ τὴν Νέα Κρήνη. Σήμερα ἀπὸ 5.30 μέχρι 7.30 μ.μ. θὰ τελεσθοῦν ἀγῶνες.: [1011, 752, 1163, 794]
- industry-text: Κατὰ τὴ διάρκεια σχετικῆς συσκέψεως στὸ γραφεῖο τοῦ Ὑπουργοῦ, ἐξετάσθηκαν τὰ θέματα τῆς ἐγκαταστάσεως νέων μονάδων.: [1006, 1210, 1163, 1263]
- industry-text: Σύμφωνα μὲ ἀνακοίνωση τοῦ Ὑπουργείου Βορείου Ἑλλάδος, τὰ ἔργα ὑποδομῆς στὴ βιομηχανικὴ περιοχὴ Θεσσαλονίκης προχωροῦν μὲ ταχὺ ρυθμό.: [1006, 1154, 1163, 1207]
- text-excursions-3: ΚΥΡΙΑΚΗ: «ΕΝΩΣΙΣ ΣΜΥΡΝΑΙΩΝ» — Ἀναχώρηση ἀπὸ τὴν πλατεία Ἀριστοτέλους. Πληροφορίες στὰ τηλέφωνα 232-510 καὶ 278-613.: [214, 2410, 364, 2462]
- subheading-radio-armed-forces: Ἐνόπλων Δυνάμεων: [375, 535, 503, 548]
- column-divider: [1168, 17, 1169, 1971]
- text-donations: Εἰς μνήμην τοῦ ἀδελφοῦ του Κώστα Γεωργίου Ἀλεξάνδρου ἀπεβίωσε χθὲς ἡ κ. Μαρία Ἀλεξίου, ἐπροσέφερε 2.000 δρχ. ὑπὲρ τοῦ Ἰδρύματος τυφλῶν. Εἰς μνήμην Σωτηρίας Ἀλμάδου ὑπὲρ τῆς «Φιλοπτώχου Ἀδελφότητος».: [17, 69, 203, 132]
- text-necrology-2: Ὅσοι τὸν γνώρισαν στὴ μακρόχρονη πορεία του, θὰ θυμοῦνται πάντοτε τὴν καλοσύνη καὶ τὴν ἐργατικότητά του.: [375, 1482, 523, 1534]
- text-ert-schedule: 18 Ὁ θαυμάσιος κόσμος τῆς μουσικῆς. 18.30 Ἰσπανικὰ παιδικά. 19.15 Ὁ Πόνυ καὶ οἱ φίλοι του. 20 Εἰδήσεις. 20.15 Ἀθλητικά. 21 Ταινία.: [375, 69, 523, 121]
- text-pharmacies-4: Ὅλη τὴν ἡμέρα θὰ εἶναι ἀνοιχτὰ τὰ φαρμακεῖα: Καρανοὶ Πλάτωνος 7, Βενιζέλου 33, Τσιμισκῆ 45, Ἐγνατία 81, Ἀγ. Σοφίας 16, Κασσάνδρου 72, Ἀριστοτέλους 5.: [17, 661, 203, 714]
- subheading-donations: Δωρεές: [17, 54, 64, 67]
- section-title-mnimosyna: ΤΑ ΜΝΗΜΟΣΥΝΑ: [376, 758, 521, 809]
- text-radio-thessaloniki: 6 Εἰδήσεις. 6.05 Γυμναστική. 6.15 Πρωινὸ πρόγραμμα. 7 Εἰδήσεις. 8.45 Ἐλληνικὴ μουσική. 10 Ἐλληνικὴ μουσική. 12 Λαϊκὰ τραγούδια. 14 Εἰδήσεις.: [375, 332, 523, 396]
- text-mourning-intro: Τὴν λατρευτὴ μας σύζυγο, μητέρα, μάμμη, θεία καὶ ἐξαδέλφη: [533, 54, 682, 86]
- text-pharmacies: Ὅλη τὴν ἡμέρα θὰ εἶναι ἀνοιχτὰ τὰ φαρμακεῖα: Καρανοὶ Πλάτωνος 7, Βενιζέλου 33, Τσιμισκῆ 45, Ἐγνατία 81, Ἀγ. Σοφίας 16, Κασσάνδρου 72, Ἀριστοτέλους 5.: [17, 492, 203, 545]
- deceased-age: ἐτῶν 74: [590, 500, 625, 510]
- lead-photo: [692, 407, 1163, 688]
- industry-headline: Προχωροῦν κανονικὰ τὰ ἔργα στὴ βιομηχανικὴ περιοχὴ τῆς Θεσσαλονίκης: [710, 969, 980, 1124]
- subheading-graduates: Νέοι ἐπιστήμονες: [17, 312, 131, 325]
- text-hospitals-3: Ἀπὸ τὶς 8 π.μ. σήμερα μέχρι τὶς 8 π.μ. αὔριο ἐφημερεύουν: ΚΕΝΤΡΙΚΟ: Γιὰ παθολογικὰ καὶ χειρουργικὰ περιστατικά.: [17, 967, 203, 1010]
- news-text: ΑΘΗΝΑ, 7.— Συνεχίζονται σὲ ὅλη τὴ χώρα οἱ ἐκδηλώσεις ..: [1173, 1207, 1341, 1228]
- deceased-name: ΟΜΗΡΟΝ ΚΟΣΣΟΓΛΟΥ: [547, 566, 668, 577]
- news-text: ΑΘΗΝΑ, 7.— Διάρρηξη τυλλὴ σὲ ἀποθήκη ..: [1173, 1093, 1341, 1115]
- veria-headline: Κλείθηκε 12 ἐτῶν σὲ βιοτέχνη ποὺ θὰ σκότωνε τὴν ἀδελφὴ τὸ γαμπρὸ καὶ τὸν ἀνεψιό του: [703, 1486, 1152, 1574]
- text-graduates-3: Ἀπεφοίτησε ἀπὸ τὴν Ἰατρικὴ Σχολὴ τοῦ Πανεπιστημίου Θεσσαλονίκης μὲ βαθμὸ «Λίαν Καλῶς» ἡ δίδα ...: [17, 397, 203, 428]
- industry-main: [692, 950, 998, 1456]
- text-funeral: θανόντα κηδεύουμε σήμερα στὶς 11 π.μ. ἀπὸ τὸν Ἱερὸ Ναὸ Ἁγίας Τριάδος. Παρακαλοῦμε πάντας τοὺς συγγενεῖς καὶ φίλους νὰ παραστοῦν.: [533, 942, 682, 995]
- section-title-koinonika: ΚΟΙΝΩΝΙΚΑ: [19, 17, 202, 47]
- lead-text: Λέντη καὶ ἄλλων ἐπισήμων καὶ ἀντιπροσώπων τῶν Ναυτικῶν. Τὴν ἴδια ὥρα σημειώθηκαν ἐκδηλώσεις στοὺς Νέους Ἐπιβάτες.: [852, 762, 1003, 815]
- text-radio-armed-forces-3: 5.55 Προσευχή. 6 Εἰδήσεις. 6.05 Πρωινὴ ἐκπομπή. 7.30 Στρατιωτικὰ ἐμβατήρια. 8.30 Ἐλαφρὰ μουσική. 10 Εἰδήσεις. 12.10 Τραγούδια. 14 Εἰδήσεις. 15 Δίσκοι.: [375, 683, 523, 747]
- text-public-workers: Ἡ Ἕνωση Δημοσιοϋπαλληλικῶν Ὀργανώσεων Νομοῦ Θεσσαλονίκης ἐπισημαίνει ὅτι οἱ αὐξήσεις δὲν καλύπτουν τὸν πληθωρισμὸ καὶ ζητεῖ νέα ρύθμιση.: [375, 1144, 523, 1208]
- text-funeral-intro: Τὸν ἀγαπημένο μας σύζυγο, πατέρα, ἀδελφὸ καὶ θεῖο: [533, 465, 682, 486]
- deceased-age: ἐτῶν 75: [590, 654, 625, 664]
- industry-text: Κατὰ τὴ διάρκεια σχετικῆς συσκέψεως στὸ γραφεῖο τοῦ Ὑπουργοῦ, ἐξετάσθηκαν τὰ θέματα τῆς ἐγκαταστάσεως νέων μονάδων.: [1006, 1052, 1163, 1104]
- industry-text: Σύμφωνα μὲ ἀνακοίνωση τοῦ Ὑπουργείου Βορείου Ἑλλάδος, τὰ ἔργα ὑποδομῆς στὴ βιομηχανικὴ περιοχὴ Θεσσαλονίκης προχωροῦν μὲ ταχὺ ρυθμό.: [849, 1357, 998, 1421]
- subheading-radio-thessaloniki: Θεσσαλονίκης: [375, 318, 467, 331]
- column-weddings: [214, 17, 364, 2575]
- section-title-psifismata: ΨΗΦΙΣΜΑΤΑ: [376, 935, 521, 965]
- newspaper-page: [17, 17, 1341, 2575]
- deceased-age: ἐτῶν 80: [590, 731, 625, 740]
- deceased-name: ΒΑΣΙΛΕΙΟΥ ΧΑΤΖΗΓΙΩΡΓΟΥ: [533, 864, 682, 875]
- page-number-label: Σελίδα 3: [1173, 17, 1341, 46]
- deceased-age: ἐτῶν 80: [590, 212, 625, 222]
- text-necrology: Ὅσοι τὸν γνώρισαν στὴ μακρόχρονη πορεία του, θὰ θυμοῦνται πάντοτε τὴν καλοσύνη καὶ τὴν ἐργατικότητά του.: [375, 1425, 523, 1478]
- photo-building: [693, 408, 1162, 534]
- text-memorials: Τελεῖται αὔριο μνημόσυνο καὶ τρισάγιο στὸν τάφο τοῦ ἀγαπημένου μας συζύγου καὶ πατέρα ΙΩΑΝΝΗ ΚΟΚΚΙΝΗ. Ἡ σύζυγος, τὰ παιδιά, τὰ ἐγγόνια.: [375, 815, 523, 868]
- industry-text: Σύμφωνα μὲ ἀνακοίνωση τοῦ Ὑπουργείου Βορείου Ἑλλάδος, τὰ ἔργα ὑποδομῆς στὴ βιομηχανικὴ περιοχὴ Θεσσαλονίκης προχωροῦν μὲ ταχὺ ρυθμό.: [1006, 995, 1163, 1049]
- story-separator: [692, 944, 1163, 945]
- text-resolutions: Τὸ διοικητικὸ συμβούλιο τῆς Ἑνώσεως Ἀξιωματικῶν, συνελθὸν ἐκτάκτως ἐπὶ τῷ θανάτῳ τοῦ συναδέλφου του ἀποφάσισε νὰ παραστεῖ σύσσωμο στὴν κηδεία του.: [375, 971, 523, 1035]
- deceased-age: ἐτῶν 79: [590, 577, 625, 587]
- news-text: Τὸ Σαββατοκύριακο, σύμφωνα μὲ ἀνακοίνωση τῆς ἀστυνομίας Θεσσαλονίκης, συνελήφθησαν δέκα ἰδιοκτῆτες κέντρων.: [1173, 125, 1341, 168]
- news-text: Μετὰ τὴν χαλαζόπτωση στὸ Κάτω Σχολάρι, οἱ κάτοικοι ζητοῦν τὴν ἀποστολὴ ἐκτιμητῶν γιὰ τὴν καταγραφὴ τῶν ζημιῶν.: [1173, 281, 1341, 323]
- news-text: ΚΑΒΑΛΑ, 7.— Λυμαίνοι τὴν νύχτα τῆς Κυριακῆς ἄγνωστοι διαρρῆκτες ..: [1173, 970, 1341, 1001]
- text-weddings-11: Γνωστοποιεῖται συμφώνως μὲ τὸ ἄρθρο 1369 τοῦ Ἀστικοῦ Κώδικα ὅτι: Ο ΙΩΑΝΝΗΣ ΒΑΛΑΣΙΔΗΣ τοῦ Ἀποστόλου καὶ τῆς Πολυξένης τὸ γένος Σαρρῆ, γεννηθεὶς καὶ κατοικῶν στὴ Θεσσαλονίκη καὶ ἡ ΚΥΡΙΑΚΗ ΖΙΟΚΟΥ τοῦ Νικολάου θὰ τελέσουν τὸν γάμο τους στὴ Θεσσαλονίκη.: [214, 1158, 364, 1264]
- lead-text: νεὶ προσκόπων καὶ ναυτοπροσκόπων ἀπὸ τὴν Νέα Κρήνη. Σήμερα ἀπὸ 5.30 μέχρι 7.30 μ.μ. θὰ τελεσθοῦν ἀγῶνες.: [1011, 807, 1163, 849]
- text-radio-thessaloniki-2: 6 Εἰδήσεις. 6.05 Γυμναστική. 6.15 Πρωινὸ πρόγραμμα. 7 Εἰδήσεις. 8.45 Ἐλληνικὴ μουσική. 10 Ἐλληνικὴ μουσική. 12 Λαϊκὰ τραγούδια. 14 Εἰδήσεις.: [375, 399, 523, 463]
- deceased-name: ΕΛΕΝΗ ΓΡΑΓΚΙΝΤΟΥ: [551, 720, 664, 731]
- news-headline: ΕΙΣΑΓΩΓΕΣ ΕΙΔΩΝ ΓΙΑ ΛΟΓΑΡΙΑΣΜΟ ΤΩΝ ΓΕΩΡΓΙΚΩΝ ΣΥΝΕΤΑΙΡΙΣΜΩΝ: [1188, 525, 1325, 576]
- text-excursions-2: ΚΥΡΙΑΚΗ: «ΕΝΩΣΙΣ ΣΜΥΡΝΑΙΩΝ» — Ἀναχώρηση ἀπὸ τὴν πλατεία Ἀριστοτέλους. Πληροφορίες στὰ τηλέφωνα 232-510 καὶ 278-613.: [214, 2353, 364, 2406]
- deceased-name: ΚΩΣΤΑΝ ΠΑΠΑΔΑΚΗΝ: [547, 643, 669, 654]
- text-public-workers-2: Ἡ Ἕνωση Δημοσιοϋπαλληλικῶν Ὀργανώσεων Νομοῦ Θεσσαλονίκης ἐπισημαίνει ὅτι οἱ αὐξήσεις δὲν καλύπτουν τὸν πληθωρισμὸ καὶ ζητεῖ νέα ρύθμιση.: [375, 1211, 523, 1275]
- necrology-name: ΓΙΑΝΝΗ ΦΙΛΙΠΠΙΔΗ: [384, 1412, 514, 1426]
- text-weddings-6: Γνωστοποιεῖται συμφώνως μὲ τὸ ἄρθρο 1369 τοῦ Ἀστικοῦ Κώδικα ὅτι: Ο ΙΩΑΝΝΗΣ ΒΑΛΑΣΙΔΗΣ τοῦ Ἀποστόλου καὶ τῆς Πολυξένης τὸ γένος Σαρρῆ, γεννηθεὶς καὶ κατοικῶν στὴ Θεσσαλονίκη καὶ ἡ ΚΥΡΙΑΚΗ ΖΙΟΚΟΥ τοῦ Νικολάου θὰ τελέσουν τὸν γάμο τους στὴ Θεσσαλονίκη.: [214, 611, 364, 717]
- deceased-age: ἐτῶν 57: [590, 100, 625, 110]
- section-title-farmakeia: ΦΑΡΜΑΚΕΙΑ: [19, 441, 202, 471]
- news-text: ΚΟΜΟΤΗΝΗ, 7.— Ἀπὸ τὸ τμῆμα ἀσφαλείας συνελήφθη χθὲς ..: [1173, 913, 1341, 934]
- news-text: ΚΟΜΟΤΗΝΗ, 7.— Γιὰ παράνομη ἐξαγωγὴ συναλλάγματος συνελήφθη χθὲς στὸ Νυμφαῖο ὁ ..: [1173, 729, 1341, 761]
